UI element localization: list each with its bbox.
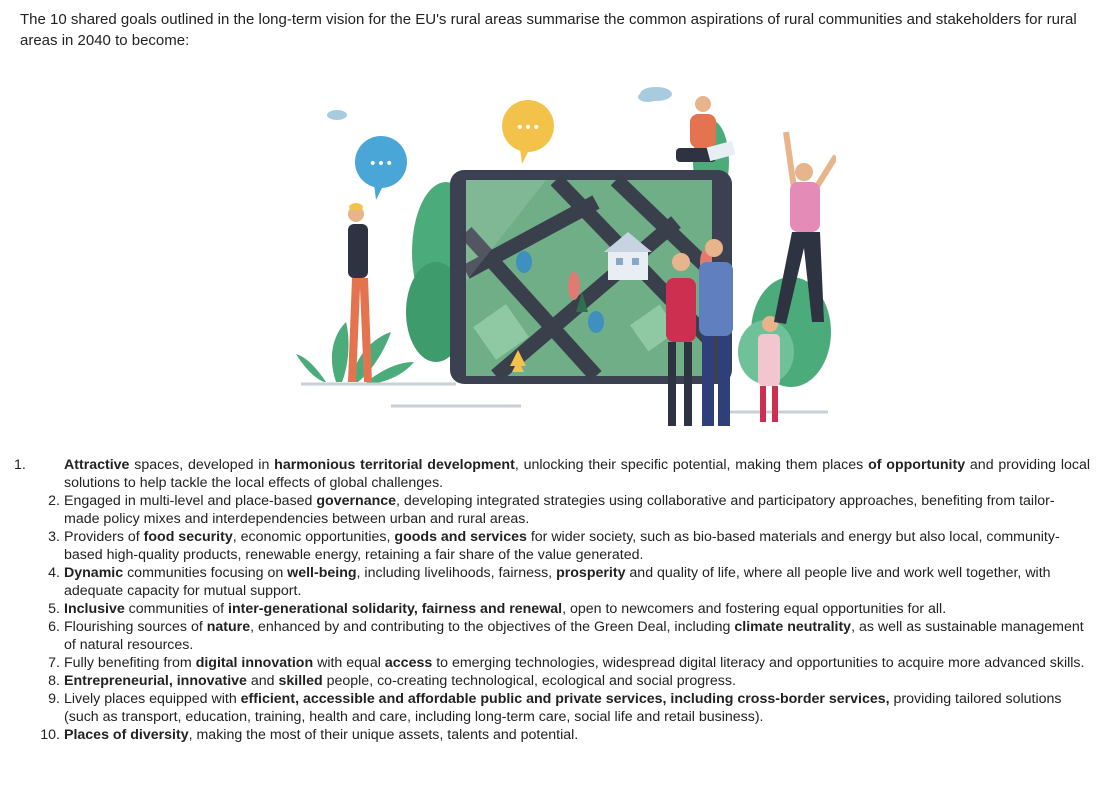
bold-phrase: prosperity [556,565,626,581]
item-number: 4. [48,565,60,581]
item-number: 9. [48,691,60,707]
item-text [64,619,1084,653]
text-run: and [246,673,279,689]
item-number: 5. [48,601,60,617]
text-run: , open to newcomers and fostering equal opportunities for all. [562,601,947,617]
text-run: with equal [313,655,385,671]
text-run: and quality of life, where all people live and work well together, with adequate capacity for mutual support. [64,565,1051,599]
bold-phrase: nature [206,619,251,635]
text-run: Engaged in multi-level and place-based [64,493,317,509]
item-text [64,493,1055,527]
bold-phrase: Entrepreneurial, innovative [64,673,247,689]
text-run: Flourishing sources of [64,619,207,635]
item-text [64,565,1051,599]
bubble-dots: ••• [368,156,394,172]
bold-phrase: harmonious territorial development [274,457,515,473]
list-item [14,456,1090,492]
item-text [64,457,1090,491]
bold-phrase: efficient, accessible and affordable public and private services, including cross-border services, [240,691,890,707]
bold-phrase: Places of diversity [64,727,189,743]
list-item [48,492,1090,528]
text-run: Lively places equipped with [64,691,241,707]
text-run: , enhanced by and contributing to the objectives of the Green Deal, including [250,619,735,635]
bold-phrase: well-being [287,565,357,581]
list-item [48,618,1090,654]
bold-phrase: digital innovation [195,655,314,671]
bold-phrase: governance [316,493,397,509]
item-number: 10. [40,727,60,743]
item-number: 3. [48,529,60,545]
text-run: spaces, developed in [129,457,275,473]
item-number: 2. [48,493,60,509]
item-number: 7. [48,655,60,671]
item-text [64,655,1084,671]
person-sitting [676,96,735,162]
bold-phrase: goods and services [394,529,527,545]
goals-list [14,456,1090,744]
text-run: , economic opportunities, [232,529,395,545]
item-text [64,673,736,689]
bold-phrase: Inclusive [64,601,125,617]
text-run: Providers of [64,529,144,545]
list-item [48,690,1090,726]
bold-phrase: access [384,655,433,671]
list-item [48,600,1090,618]
person-left [348,203,372,382]
list-item [40,726,1090,744]
list-item [48,672,1090,690]
text-run: communities focusing on [123,565,288,581]
bold-phrase: Dynamic [64,565,124,581]
bold-phrase: inter-generational solidarity, fairness and renewal [228,601,563,617]
item-number: 6. [48,619,60,635]
text-run: providing tailored solutions (such as transport, education, training, health and care, including long-term care, social life and retail business). [64,691,1062,725]
bold-phrase: Attractive [64,457,130,473]
rural-vision-illustration [296,82,836,428]
text-run: Fully benefiting from [64,655,196,671]
text-run: people, co-creating technological, ecological and social progress. [322,673,736,689]
list-item [48,654,1090,672]
text-run: , developing integrated strategies using collaborative and participatory approaches, benefiting from tailor-made policy mixes and interdependencies between urban and rural areas. [64,493,1055,527]
bold-phrase: skilled [278,673,323,689]
item-text [64,529,1060,563]
bubble-dots: ••• [515,120,541,136]
speech-bubble-blue [355,136,407,200]
bold-phrase: of opportunity [868,457,966,473]
text-run: , including livelihoods, fairness, [356,565,557,581]
bold-phrase: food security [143,529,233,545]
text-run: to emerging technologies, widespread digital literacy and opportunities to acquire more advanced skills. [432,655,1085,671]
list-item [48,528,1090,564]
item-number: 8. [48,673,60,689]
text-run: , making the most of their unique assets, talents and potential. [188,727,579,743]
speech-bubble-yellow [502,100,554,164]
item-text [64,691,1062,725]
text-run: , unlocking their specific potential, making them places [514,457,869,473]
text-run: , as well as sustainable management of natural resources. [64,619,1084,653]
list-item [48,564,1090,600]
bold-phrase: climate neutrality [734,619,852,635]
text-run: for wider society, such as bio-based materials and energy but also local, community-based high-quality products, renewable energy, retaining a fair share of the value generated. [64,529,1060,563]
text-run: communities of [124,601,229,617]
cloud-icon [327,87,672,120]
item-text [64,727,578,743]
item-text [64,601,946,617]
text-run: and providing local solutions to help tackle the local effects of global challenges. [64,457,1090,491]
item-number: 1. [14,457,26,473]
intro-paragraph: The 10 shared goals outlined in the long-term vision for the EU's rural areas summarise the common aspirations of rural communities and stakeholders for rural areas in 2040 to become: [20,11,1077,49]
